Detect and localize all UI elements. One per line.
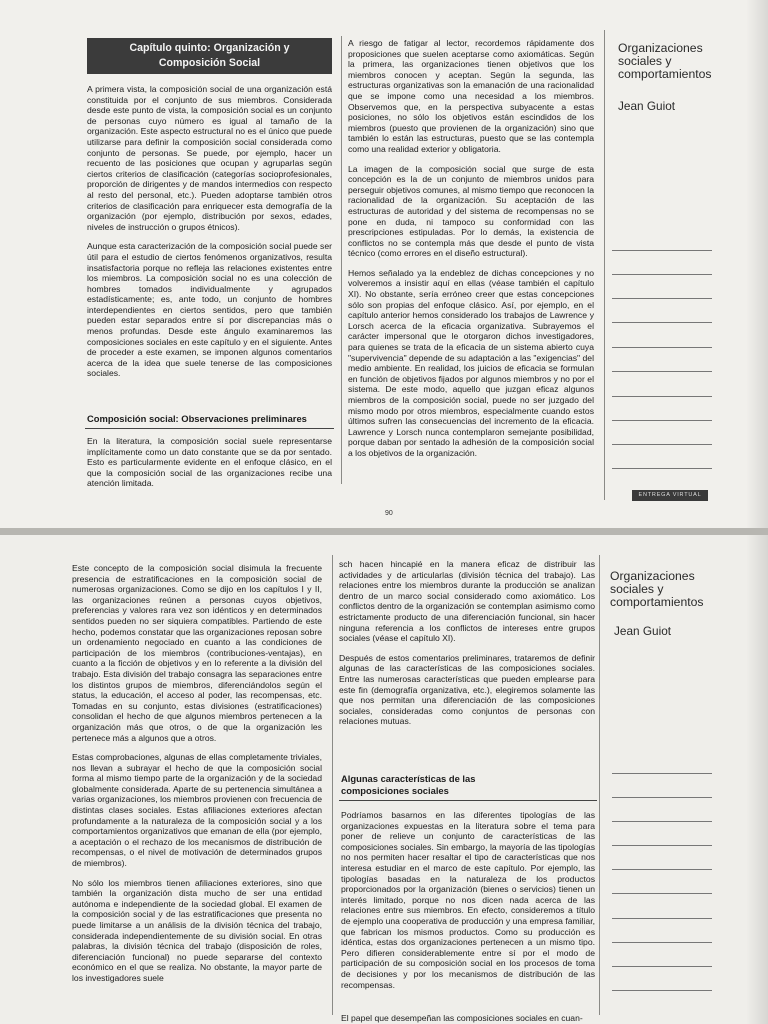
sidebar-book-title: Organizaciones sociales y comportamientos (610, 569, 704, 609)
subheading-rule (339, 800, 597, 801)
section-subheading: Algunas características de las composiciones sociales (341, 773, 476, 796)
left-column-continued (87, 436, 332, 498)
left-column (72, 563, 322, 993)
right-column-last-line (341, 1013, 595, 1024)
sidebar-divider (599, 555, 600, 1015)
chapter-title-line2: Composición Social (158, 57, 261, 69)
paragraph: Estas comprobaciones, algunas de ellas completamente triviales, nos llevan a subrayar el hecho de que la composición social forma al mismo tiempo parte de la organización y de la sociedad globalmente considerada. Aparte de su pertenencia simultánea a varias organizaciones, los miembros provienen con frecuencia de distintas clases sociales. Estas afiliaciones exteriores afectan profundamente a la naturaleza de la composición social y a los comportamientos organizativos que emanan de ella (por ejemplo, a aceptación o el rechazo de los mecanismos de distribución de recompensas, o el nivel de motivación de determinados grupos de miembros). (72, 752, 322, 869)
paragraph: A primera vista, la composición social de una organización está constituida por el conjunto de sus miembros. Considerada desde este punto de vista, la composición social es un conjunto de personas cuyo número es igual al tamaño de la organización. Este aspecto estructural no es el único que puede utilizarse para definir la composición social considerada como conjunto de personas. Se puede, por ejemplo, hacer un recuento de las posiciones que ocupan y agruparlas según ciertos criterios de clasificación (categorías socioprofesionales, proporción de dirigentes y de mandos intermedios con respecto al resto del personal, etc.). Pueden adoptarse también otros criterios de clasificación para enriquecer esta demografía de la organización (por ejemplo, distribución por sexos, edades, niveles de instrucción o grupos étnicos). (87, 84, 332, 232)
chapter-title-line1: Capítulo quinto: Organización y (129, 42, 290, 54)
subheading-rule (85, 428, 334, 429)
paragraph: Podríamos basarnos en las diferentes tipologías de las organizaciones expuestas en la literatura sobre el tema para poner de relieve un conjunto de características de las composiciones sociales. Sin embargo, la mayoría de las tipologías no nos permiten hacer resaltar el tipo de características que nos interesa estudiar en el marco de este capítulo. Por ejemplo, las tipologías basadas en la naturaleza de los productos proporcionados por la organización (bienes o servicios) tienen un interés limitado, porque no nos dicen nada acerca de las relaciones entre sus miembros. En efecto, consideremos a título de ejemplo una cooperativa de producción y una empresa familiar, que fabrican los mismos productos. Como su producción es idéntica, estas dos organizaciones pertenecen a un mismo tipo. Pero difieren considerablemente entre sí por el modo de participación de su composición social en los procesos de toma de decisiones y por los mecanismos de distribución de las recompensas. (341, 810, 595, 990)
right-column-continued (341, 810, 595, 999)
paragraph: sch hacen hincapié en la manera eficaz de distribuir las actividades y de articularlas (división técnica del trabajo). Las relaciones entre los miembros durante la producción se analizan dentro de un marco social considerado como axiomático. Los conflictos dentro de la organización se contemplan asimismo como estrictamente producto de una diferenciación funcional, sin hacer ninguna referencia a los conflictos de intereses entre grupos sociales (véase el capítulo XI). (339, 559, 595, 644)
chapter-title-box (87, 38, 332, 74)
section-subheading: Composición social: Observaciones preliminares (87, 413, 307, 424)
paragraph: El papel que desempeñan las composiciones sociales en cuan- (341, 1013, 583, 1023)
sidebar-author: Jean Guiot (614, 624, 672, 638)
paragraph: La imagen de la composición social que surge de esta concepción es la de un conjunto de miembros unidos para perseguir objetivos comunes, al mismo tiempo que reconocen la racionalidad de la organización. Su aceptación de las estructuras de autoridad y del sistema de recompensas no se pone en duda, ni tampoco su conformidad con las prescripciones estipuladas. Por lo demás, la existencia de conflictos no se contempla más que desde el punto de vista técnico (como errores en el diseño estructural). (348, 163, 594, 259)
right-column (339, 559, 595, 736)
page-number: 90 (385, 510, 393, 517)
book-page-bottom (0, 535, 768, 1024)
column-divider (341, 36, 342, 484)
sidebar-divider (604, 30, 605, 500)
paragraph: Hemos señalado ya la endeblez de dichas concepciones y no volveremos a insistir aquí en ellas (véase también el capítulo XI). No obstante, sería erróneo creer que estas concepciones sólo son propias del enfoque clásico. Así, por ejemplo, en el capítulo anterior hemos considerado los trabajos de Lawrence y Lorsch acerca de la eficacia organizativa. Subrayemos el carácter impersonal que le otorgaron dichos investigadores, para quienes se trata de la eficacia de un sistema abierto cuya "supervivencia" depende de su adaptación a las "exigencias" del medio ambiente. En realidad, los juicios de eficacia se formulan en función de objetivos fijados por algunos miembros y no por el sistema. De este modo, aquello que juzgan eficaz algunos miembros de la composición social, puede no ser juzgado del mismo modo por otros miembros, especialmente cuando estos últimos sufren las consecuencias del incremento de la eficacia. Lawrence y Lorsch nunca contemplaron semejante posibilidad, porque daban por sentado la adhesión de la composición social a los objetivos de la organización. (348, 267, 594, 458)
sidebar-author: Jean Guiot (618, 99, 676, 113)
column-divider (332, 555, 333, 1015)
sidebar-book-title: Organizaciones sociales y comportamientos (618, 41, 712, 81)
left-column (87, 84, 332, 388)
paragraph: Aunque esta caracterización de la composición social puede ser útil para el estudio de ciertos fenómenos organizativos, resulta insatisfactoria porque no refleja las relaciones existentes entre los miembros. La composición social no es una colección de hombres tomados individualmente y agrupados estadísticamente; es, ante todo, un conjunto de hombres interdependientes en ciertos sentidos, pero que también pueden estar separados entre sí por discrepancias más o menos profundas. Desde este ángulo examinaremos las composiciones sociales en este capítulo y en el siguiente. Antes de proceder a este examen, se imponen algunos comentarios acerca de la idea que suele tenerse de las composiciones sociales. (87, 241, 332, 379)
right-column (348, 38, 594, 468)
paragraph: A riesgo de fatigar al lector, recordemos rápidamente dos proposiciones que suelen aceptarse como axiomáticas. Según la primera, las organizaciones tienen objetivos que los miembros conocen y aceptan. Según la segunda, las estructuras organizativas son la emanación de una racionalidad que se impone como una necesidad a los miembros. Observemos que, en la perspectiva subyacente a estas posiciones, no sólo los objetivos están escindidos de los miembros (puesto que provienen de la organización) sino que también lo están las estructuras, puesto que se las contempla como una realidad exterior y obligatoria. (348, 38, 594, 154)
notes-lines (612, 250, 712, 480)
entrega-virtual-badge: ENTREGA VIRTUAL (632, 490, 708, 501)
paragraph: En la literatura, la composición social suele representarse implícitamente como un dato constante que se da por sentado. Esto es particularmente evidente en el enfoque clásico, en el que la composición social de las organizaciones recibe una atención limitada. (87, 436, 332, 489)
notes-lines (612, 773, 712, 1013)
paragraph: No sólo los miembros tienen afiliaciones exteriores, sino que también la organización dista mucho de ser una entidad autónoma e independiente de la sociedad global. El examen de la composición social y de las estratificaciones que presenta no puede limitarse a un análisis de la división técnica del trabajo, considerada independientemente de su división social. En otras palabras, la división técnica del trabajo (disposición de roles, diferenciación funcional) no puede separarse del contexto económico en el que se realiza. No obstante, la mayor parte de los investigadores suele (72, 877, 322, 983)
paragraph: Después de estos comentarios preliminares, trataremos de definir algunas de las características de las composiciones sociales. Entre las numerosas características que pueden emplearse para este fin (demografía organizativa, etc.), elegiremos solamente las que nos permitan una diferenciación de las composiciones sociales, consideradas como conjuntos de personas con relaciones mutuas. (339, 652, 595, 727)
paragraph: Este concepto de la composición social disimula la frecuente presencia de estratificaciones en la composición social de numerosas organizaciones. Como se dijo en los capítulos I y II, las organizaciones reúnen a personas cuyos objetivos, preferencias y valores rara vez son idénticos y en determinados sentidos pueden no ser siquiera compatibles. Partiendo de este hecho, podemos constatar que las organizaciones reposan sobre un ordenamiento negociado en cuanto a las condiciones de participación de los miembros (contribuciones-ventajas), en cuanto a la ficción de objetivos y en lo referente a la división del trabajo. Esta división del trabajo consagra las separaciones entre los distintos grupos de miembros, diferenciándolos según el status, la educación, el acceso al poder, las recompensas, etc. Tomadas en su conjunto, estas divisiones (estratificaciones) consolidan el hecho de que algunos miembros pertenecen a la organización más que otros, o de que la organización les pertenece más a algunos que a otros. (72, 563, 322, 743)
